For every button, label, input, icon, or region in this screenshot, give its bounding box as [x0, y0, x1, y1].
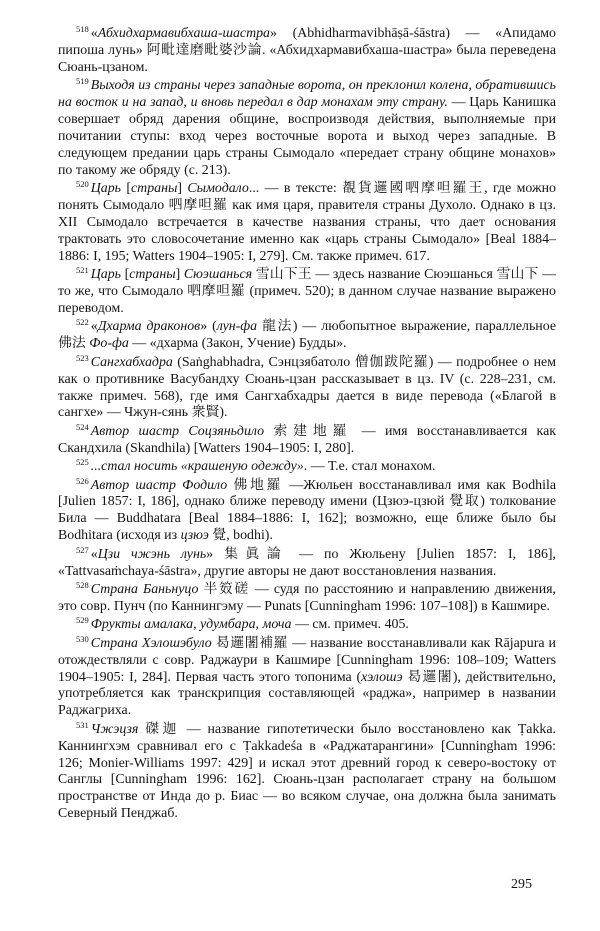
footnote-number: 525 — [76, 457, 89, 468]
note-text: « — [90, 546, 98, 562]
italic-text: Царь — [90, 267, 121, 283]
note-text: 曷邏闍補羅 — название восстанавливали как Rājapura и отождествляли с совр. Раджаури в Кашмире [Cunningham 1996: 108–109; Watters 1904–1905: I, 284]. Первая часть этого топонима ( — [58, 635, 556, 685]
note-text: — Царь Канишка совершает обряд дарения общине, воспроизводя действия, выполняемые при почитании ступы: вход через восточные ворота и выход через западные. В следующем предании царь страны Сымодало «передает страну общине монахов» по такому же обряду (с. 213). — [58, 95, 556, 178]
italic-text: Дхарма драконов — [97, 319, 201, 335]
italic-text: Абхидхармавибхаша-шастра — [97, 26, 270, 41]
note-text: [ — [121, 181, 131, 197]
footnote-519 — [58, 78, 556, 179]
note-text: ] — [175, 267, 184, 283]
footnote-number: 529 — [76, 615, 89, 626]
italic-text: страны — [129, 267, 176, 283]
note-text: ] — [177, 181, 188, 197]
italic-text: Сымодало — [187, 181, 249, 197]
footnote-531 — [58, 719, 556, 823]
footnotes — [58, 26, 556, 823]
italic-text: лун-фа — [216, 319, 258, 335]
footnote-number: 518 — [76, 24, 89, 34]
italic-text: цзюэ — [180, 528, 209, 544]
footnote-number: 531 — [76, 719, 89, 730]
footnote-number: 527 — [76, 544, 89, 555]
footnote-522 — [58, 319, 556, 353]
note-text: — см. примеч. 405. — [291, 617, 409, 633]
footnote-number: 526 — [76, 475, 89, 486]
note-text: ... — в тексте: 覩貨邏國呬摩呾羅王, где можно понять Сымодало 呬摩呾羅 как имя царя, правителя страны Духоло. Однако в цз. XII Сымодало встречается в качестве названия страны, что дает основания трактовать это словосочетание именно как «царь страны Сымодало» [Beal 1884–1886: I, 195; Watters 1904–1905: I, 279]. См. также примеч. 617. — [58, 181, 556, 264]
italic-text: ...стал носить «крашеную одежду» — [90, 459, 304, 475]
footnote-530 — [58, 633, 556, 721]
page-number: 295 — [511, 877, 532, 892]
note-text: 磔迦 — название гипотетически было восстановлено как Ṭakka. Каннингхэм сравнивал его с Ṭakkadeśa в «Раджатарангини» [Cunningham 1996: 126; Monier-Williams 1997: 429] и искал этот древний город к северо-востоку от Санглы [Cunningham 1996: 162]. Сюань-цзан располагает страну на большом пространстве от Инда до р. Биас — во всяком случае, она должна была занимать Северный Пенджаб. — [58, 721, 556, 822]
note-text: « — [90, 26, 98, 41]
footnote-529 — [58, 617, 556, 634]
footnote-number: 520 — [76, 179, 89, 190]
italic-text: Чжэцзя — [90, 721, 139, 737]
footnote-524 — [58, 421, 557, 458]
italic-text: Царь — [90, 181, 121, 197]
note-text: 覺, bodhi). — [208, 528, 273, 544]
note-text: « — [90, 319, 98, 335]
footnote-number: 528 — [76, 580, 89, 590]
italic-text: Выходя из страны через западные ворота, он преклонил колена, обратившись на восток и на запад, и вновь передал в дар монахам эту страну. — [58, 78, 556, 111]
italic-text: Автор шастр Фодило — [90, 477, 228, 493]
note-text: [ — [121, 267, 130, 283]
italic-text: Автор шастр Соцзяньдило — [90, 423, 265, 439]
note-text: 龍法) — любопытное выражение, параллельное 佛法 — [58, 319, 557, 352]
italic-text: Страна Хэлошэбуло — [90, 635, 212, 651]
note-text: 索建地羅 — имя восстанавливается как Скандхила (Skandhila) [Watters 1904–1905: I, 280]. — [58, 423, 557, 456]
note-text: — «дхарма (Закон, Учение) Будды». — [128, 336, 347, 352]
italic-text: страны — [131, 181, 178, 197]
footnote-526 — [58, 475, 556, 546]
italic-text: Сюэшанься — [183, 267, 253, 283]
footnote-number: 522 — [76, 317, 89, 328]
footnote-525 — [58, 459, 556, 476]
footnote-518 — [58, 26, 556, 77]
italic-text: Цзи чжэнь лунь — [97, 546, 207, 562]
footnote-521 — [58, 267, 556, 318]
footnote-number: 523 — [76, 352, 89, 363]
footnote-528 — [58, 582, 556, 616]
note-text: . — Т.е. стал монахом. — [303, 459, 436, 475]
footnote-number: 524 — [76, 421, 89, 432]
note-text: 曷邏闍), действительно, употребляется как транскрипция составляющей «раджа», например в названии Раджагриха. — [58, 669, 556, 719]
footnote-number: 519 — [76, 76, 89, 87]
note-text: (Saṅghabhadra, Сэнцзябатоло 僧伽跋陀羅) — подробнее о нем как о противнике Васубандху Сюань-цзан рассказывает в цз. IV (с. 228–231, см. также примеч. 568), где имя Сангхабхадры дается в виде перевода («Благой в сангхе» — Чжун-сянь 衆賢). — [58, 354, 556, 421]
italic-text: Фрукты амалака, удумбара, моча — [90, 617, 292, 633]
note-text: » 集眞論 — по Жюльену [Julien 1857: I, 186], «Tattvasaṁchaya-śāstra», другие авторы не дают восстановления названия. — [58, 546, 557, 579]
footnote-527 — [58, 544, 557, 581]
footnote-number: 521 — [76, 265, 89, 276]
footnote-523 — [58, 352, 556, 423]
italic-text: хэлошэ — [361, 669, 403, 685]
italic-text: Сангхабхадра — [90, 354, 173, 370]
note-text: 半笯磋 — судя по расстоянию и направлению движения, это совр. Пунч (по Каннингэму — Punats [Cunningham 1996: 107–108]) в Кашмире. — [58, 582, 556, 614]
note-text: 佛地羅 —Жюльен восстанавливал имя как Bodhila [Julien 1857: I, 186], однако ближе переводу имени (Цзюэ-цзюй 覺取) толкование Била — Buddhatara [Beal 1884–1886: I, 162]; возможно, еще ближе было бы Bodhitara (исходя из — [58, 477, 556, 544]
italic-text: Страна Баньнуцо — [90, 582, 199, 597]
footnote-number: 530 — [76, 633, 89, 644]
footnote-520 — [58, 181, 556, 266]
note-text: 雪山下王 — здесь название Сюэшанься 雪山下 — то же, что Сымодало 呬摩呾羅 (примеч. 520); в данном случае название выражено переводом. — [58, 267, 556, 316]
note-text: » (Abhidharmavibhāṣā-śāstra) — «Апидамо пипоша лунь» 阿毗達磨毗婆沙論. «Абхидхармавибхаша-шастра» была переведена Сюань-цзаном. — [58, 26, 556, 75]
note-text: » ( — [200, 319, 217, 335]
italic-text: Фо-фа — [89, 336, 129, 352]
